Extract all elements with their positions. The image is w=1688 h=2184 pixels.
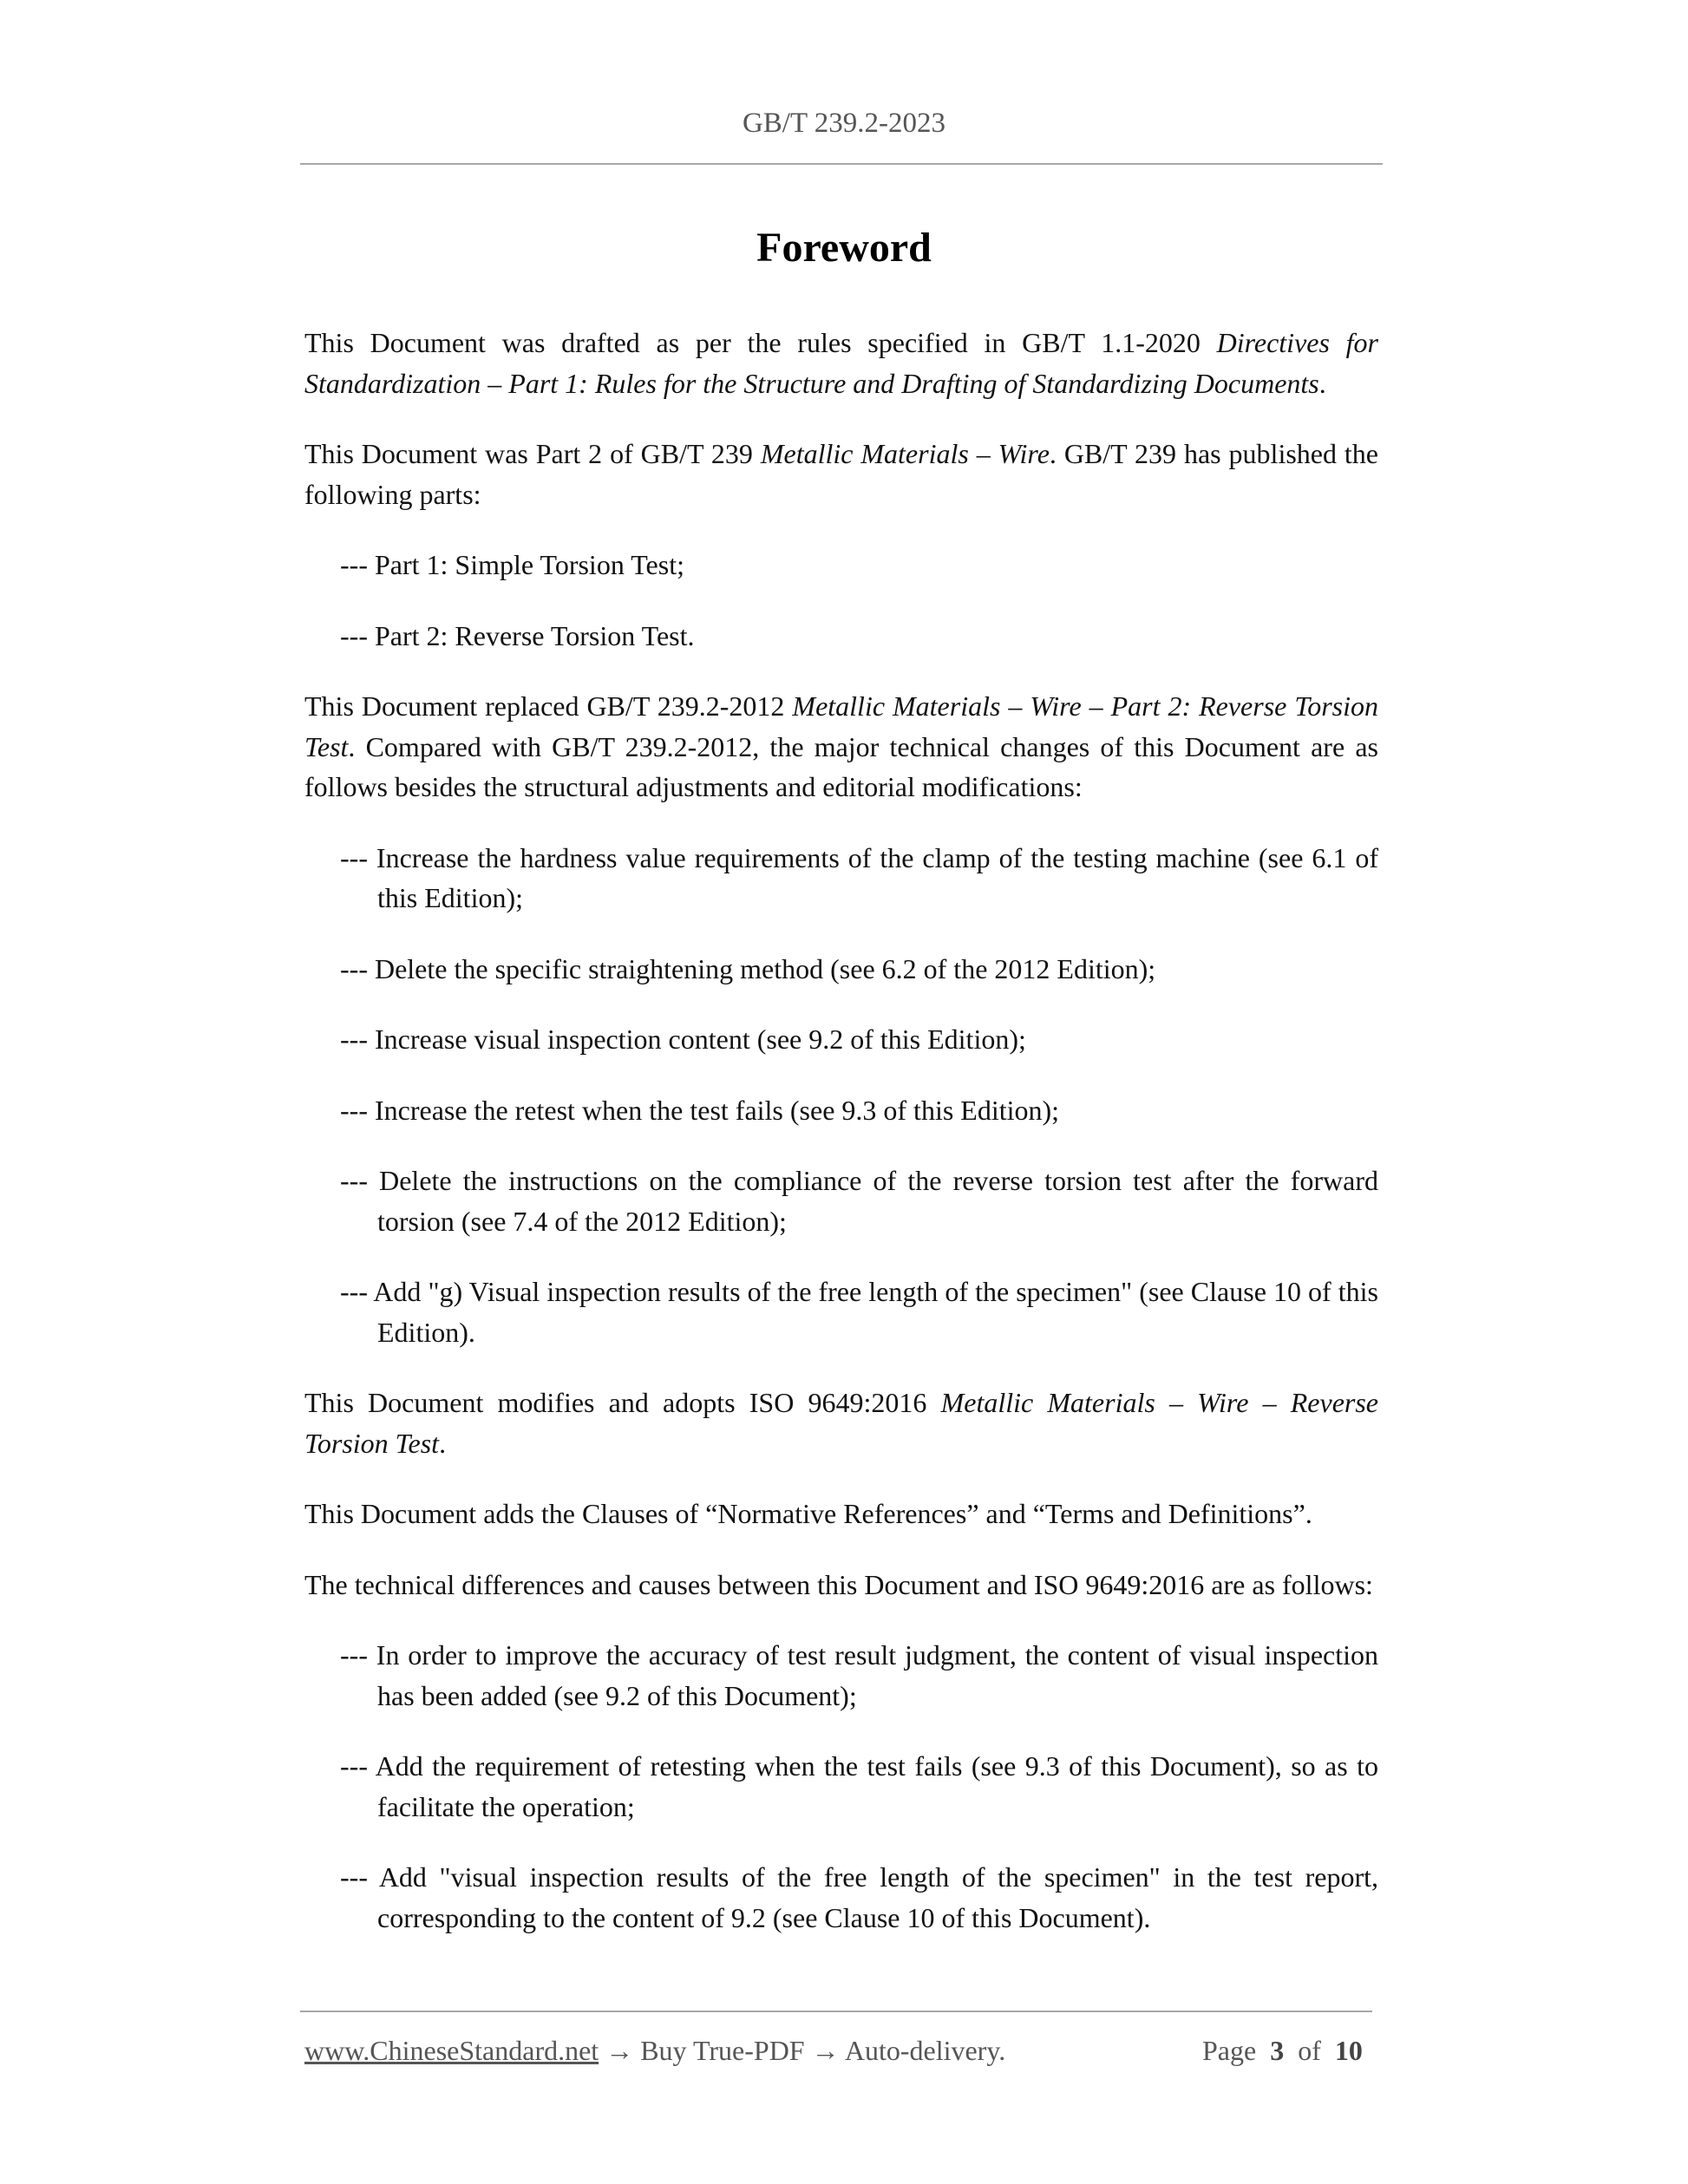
list-item-part: --- Part 1: Simple Torsion Test; — [340, 549, 684, 580]
arrow-right-icon: → — [605, 2035, 634, 2066]
paragraph-drafting-rules: This Document was drafted as per the rules specified in GB/T 1.1-2020 Directives for Standardization – Part 1: Rules for the Structure and Drafting of Standardizing Documents. — [304, 327, 1379, 399]
list-item-change: --- Increase visual inspection content (see 9.2 of this Edition); — [340, 1023, 1026, 1055]
paragraph-added-clauses: This Document adds the Clauses of “Normative References” and “Terms and Definitions”. — [304, 1498, 1312, 1529]
page-title: Foreword — [756, 225, 932, 271]
list-item-difference: --- In order to improve the accuracy of test result judgment, the content of visual inspection has been added (see 9.2 of this Document); — [340, 1639, 1378, 1711]
website-link[interactable]: www.ChineseStandard.net — [304, 2035, 599, 2066]
auto-delivery-text: Auto-delivery. — [844, 2035, 1006, 2066]
buy-pdf-text: Buy True-PDF — [640, 2035, 805, 2066]
header-doc-code: GB/T 239.2-2023 — [742, 108, 946, 139]
cited-title: Metallic Materials – Wire – Part 2: Reverse Torsion Test — [304, 690, 1379, 762]
list-item-difference: --- Add the requirement of retesting when the test fails (see 9.3 of this Document), so as to facilitate the operation; — [340, 1750, 1378, 1822]
cited-title: Directives for Standardization – Part 1: Rules for the Structure and Drafting of Standardizing Documents — [304, 327, 1379, 399]
list-item-change: --- Delete the specific straightening method (see 6.2 of the 2012 Edition); — [340, 952, 1156, 984]
paragraph-replaced: This Document replaced GB/T 239.2-2012 Metallic Materials – Wire – Part 2: Reverse Torsion Test. Compared with GB/T 239.2-2012, the major technical changes of this Document are as follows besides the structural adjustments and editorial modifications: — [304, 690, 1379, 802]
arrow-right-icon: → — [811, 2035, 840, 2066]
list-item-change: --- Increase the hardness value requirements of the clamp of the testing machine (see 6.1 of this Edition); — [340, 841, 1378, 913]
page-number: Page 3 of 10 — [1202, 2035, 1363, 2066]
paragraph-differences-intro: The technical differences and causes between this Document and ISO 9649:2016 are as follows: — [304, 1568, 1373, 1600]
list-item-change: --- Increase the retest when the test fails (see 9.3 of this Edition); — [340, 1094, 1060, 1126]
list-item-change: --- Delete the instructions on the compliance of the reverse torsion test after the forward torsion (see 7.4 of the 2012 Edition); — [340, 1165, 1378, 1237]
list-item-part: --- Part 2: Reverse Torsion Test. — [340, 619, 695, 651]
footer-promo — [304, 2035, 1005, 2067]
footer-divider — [300, 2011, 1372, 2012]
cited-title: Metallic Materials – Wire – Reverse Torsion Test — [304, 1387, 1379, 1459]
current-page: 3 — [1270, 2035, 1285, 2066]
paragraph-part-of-series: This Document was Part 2 of GB/T 239 Metallic Materials – Wire. GB/T 239 has published the following parts: — [304, 438, 1379, 510]
document-body — [304, 323, 1378, 1968]
list-item-difference: --- Add "visual inspection results of the free length of the specimen" in the test report, corresponding to the content of 9.2 (see Clause 10 of this Document). — [340, 1861, 1378, 1933]
total-pages: 10 — [1334, 2035, 1363, 2066]
list-item-change: --- Add "g) Visual inspection results of the free length of the specimen" (see Clause 10 of this Edition). — [340, 1276, 1378, 1348]
cited-title: Metallic Materials – Wire — [760, 438, 1050, 469]
header-divider — [300, 163, 1383, 165]
paragraph-adoption: This Document modifies and adopts ISO 9649:2016 Metallic Materials – Wire – Reverse Torsion Test. — [304, 1387, 1379, 1459]
